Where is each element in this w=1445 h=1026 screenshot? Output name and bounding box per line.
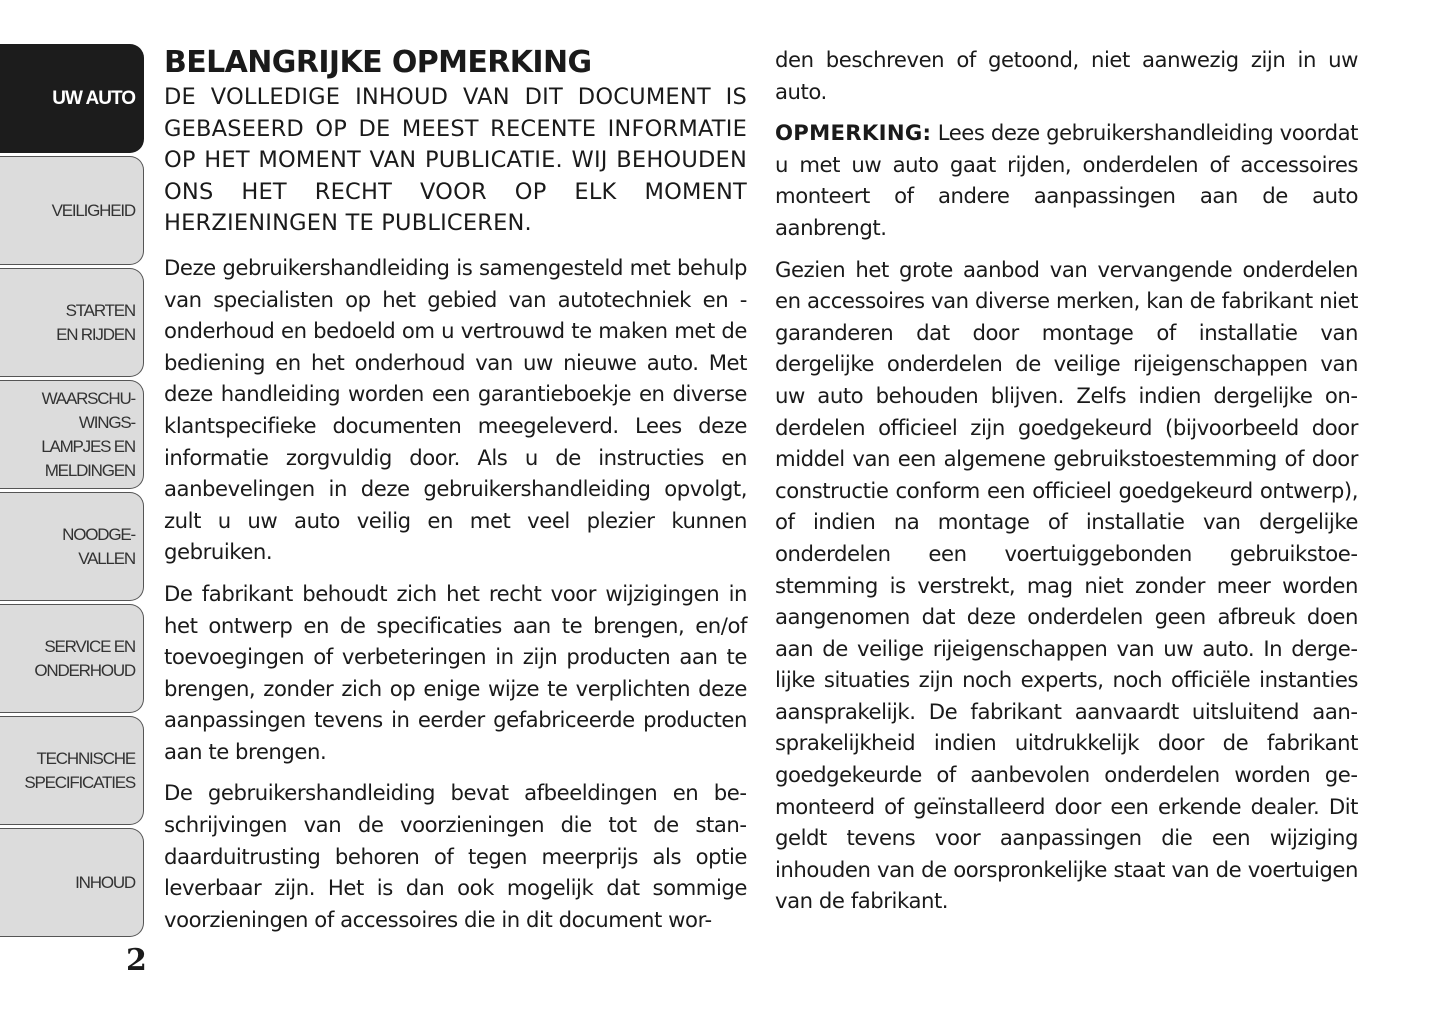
note-text: Lees deze gebruikershandleiding voordat u met uw auto gaat rijden, onderdelen of accessoires monteert of andere aanpassingen aan de auto aanbrengt.	[775, 120, 1358, 240]
tab-starten-en-rijden[interactable]	[0, 268, 144, 377]
tab-label: NOODGE- VALLEN	[62, 524, 135, 568]
tab-label: VEILIGHEID	[51, 200, 135, 220]
tab-label: WAARSCHU- WINGS- LAMPJES EN MELDINGEN	[41, 388, 135, 480]
tab-label: SERVICE EN ONDERHOUD	[34, 636, 135, 680]
illustrations-paragraph: De gebruikershandleiding bevat afbeeldingen en beschrijvingen van de voorzieningen die tot de standaarduitrusting behoren of tegen meerprijs als optie leverbaar zijn. Het is dan ook mogelijk dat sommige voorzieningen of accessoires die in dit document wor-	[164, 780, 747, 932]
tab-waarschuwingslampjes[interactable]	[0, 380, 144, 489]
tab-uw-auto[interactable]	[0, 44, 144, 153]
intro-paragraph: Deze gebruikershandleiding is samengesteld met behulp van specialisten op het gebied van autotechniek en -onderhoud en bedoeld om u vertrouwd te maken met de bediening en het onderhoud van uw nieuwe auto. Met deze handleiding worden een garantieboekje en diverse klantspecifieke documenten meegeleverd. Lees deze informatie zorgvuldig door. Als u de instructies en aanbevelingen in deze gebruikershandleiding opvolgt, zult u uw auto veilig en met veel plezier kunnen gebruiken.	[164, 254, 747, 565]
page-title: BELANGRIJKE OPMERKING	[164, 45, 592, 80]
tab-service-en-onderhoud[interactable]	[0, 604, 144, 713]
continuation-paragraph: den beschreven of getoond, niet aanwezig zijn in uw auto.	[775, 47, 1358, 104]
note-paragraph	[775, 117, 1358, 243]
manufacturer-rights-paragraph: De fabrikant behoudt zich het recht voor wijzigingen in het ontwerp en de specificaties aan te brengen, en/of toevoegingen of verbeteringen in zijn producten aan te brengen, zonder zich op enige wijze te verplichten deze aanpassingen tevens in eerder gefabriceerde producten aan te brengen.	[164, 580, 747, 764]
important-notice-paragraph: DE VOLLEDIGE INHOUD VAN DIT DOCUMENT IS GEBASEERD OP DE MEEST RECENTE INFORMATIE OP HET MOMENT VAN PUBLICATIE. WIJ BEHOUDEN ONS HET RECHT VOOR OP ELK MOMENT HERZIENINGEN TE PUBLICEREN.	[164, 84, 747, 237]
tab-label: UW AUTO	[52, 87, 135, 109]
tab-veiligheid[interactable]	[0, 156, 144, 265]
chapter-tabs	[0, 44, 144, 940]
tab-noodgevallen[interactable]	[0, 492, 144, 601]
accessories-paragraph: Gezien het grote aanbod van vervangende onderdelen en accessoires van diverse merken, kan de fabrikant niet garanderen dat door montage of installatie van dergelijke onderdelen de veilige rijeigenschappen van uw auto behouden blijven. Zelfs indien dergelijke onderdelen officieel zijn goedgekeurd (bijvoorbeeld door middel van een algemene gebruikstoestemming of door constructie conform een officieel goedgekeurd ontwerp), of indien na montage of installatie van dergelijke onderdelen een voertuiggebonden gebruikstoestemming is verstrekt, mag niet zonder meer worden aangenomen dat deze onderdelen geen afbreuk doen aan de veilige rijeigenschappen van uw auto. In dergelijke situaties zijn noch experts, noch officiële instanties aansprakelijk. De fabrikant aanvaardt uitsluitend aansprakelijkheid indien uitdrukkelijk door de fabrikant goedgekeurde of aanbevolen onderdelen worden gemonteerd of geïnstalleerd door een erkende dealer. Dit geldt tevens voor aanpassingen die een wijziging inhouden van de oorspronkelijke staat van de voertuigen van de fabrikant.	[775, 256, 1358, 914]
tab-label: TECHNISCHE SPECIFICATIES	[24, 748, 135, 792]
tab-label: STARTEN EN RIJDEN	[56, 300, 135, 344]
tab-technische-specificaties[interactable]	[0, 716, 144, 825]
left-column	[164, 44, 747, 945]
tab-inhoud[interactable]	[0, 828, 144, 937]
tab-label: INHOUD	[75, 872, 135, 892]
page-number: 2	[126, 943, 147, 978]
right-column	[775, 44, 1358, 927]
note-label: OPMERKING:	[775, 120, 932, 146]
